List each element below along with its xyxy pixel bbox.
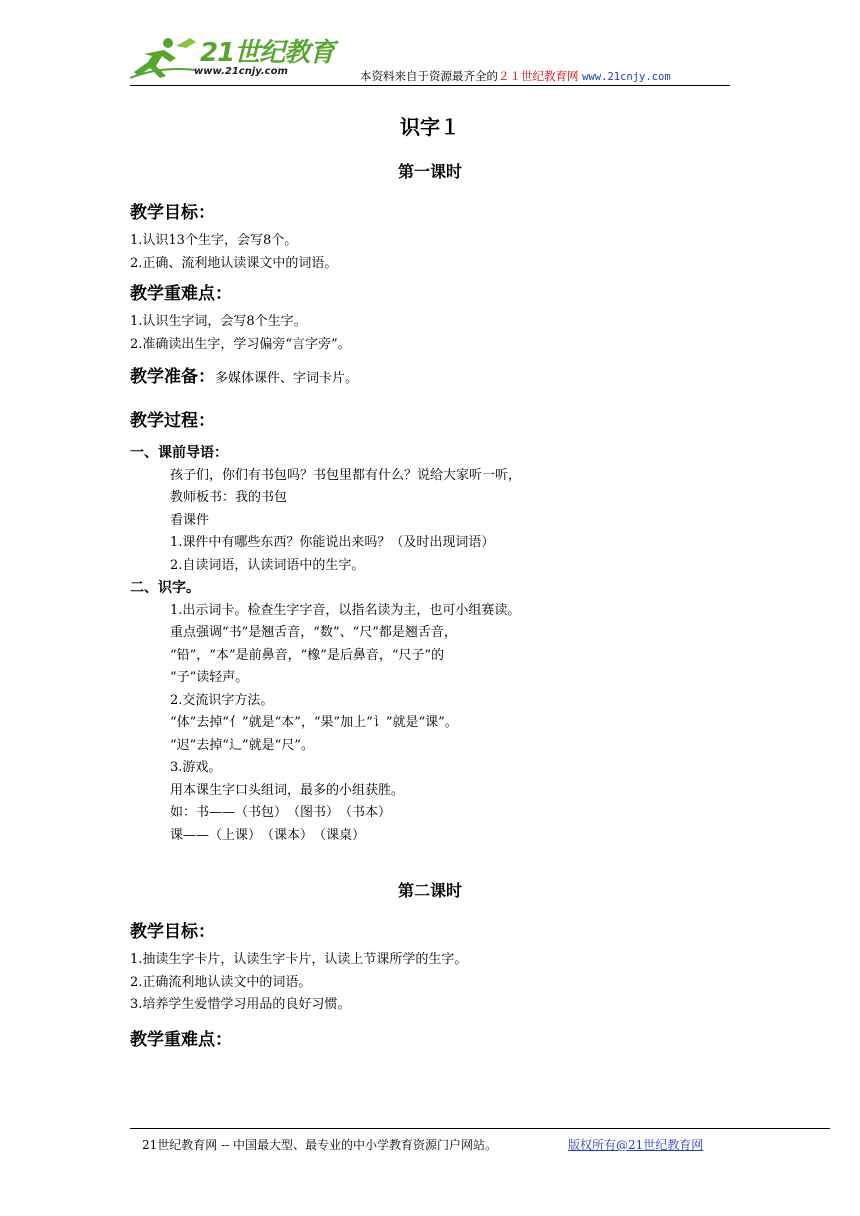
part1-line: 教师板书：我的书包 <box>170 490 288 505</box>
part2-line: “体”去掉“亻”就是“本”，“果”加上“讠”就是“课”。 <box>170 715 458 730</box>
header-divider <box>130 85 730 86</box>
part2-line: “子”读轻声。 <box>170 670 249 685</box>
part2-line: 3.游戏。 <box>170 760 222 775</box>
document-body <box>130 112 730 1053</box>
part2-line: 重点强调“书”是翘舌音，“数”、“尺”都是翘舌音， <box>170 625 457 640</box>
footer-description: 21世纪教育网 -- 中国最大型、最专业的中小学教育资源门户网站。 <box>142 1138 498 1152</box>
site-logo <box>130 36 340 80</box>
document-title: 识字１ <box>400 115 460 139</box>
prep-text: 多媒体课件、字词卡片。 <box>215 371 359 386</box>
lesson2-key-heading: 教学重难点： <box>130 1029 232 1050</box>
footer-divider <box>130 1128 830 1129</box>
source-brand-link[interactable]: ２１世纪教育网 <box>498 69 579 83</box>
lesson1-key-point: 1.认识生字词，会写8个生字。 <box>130 314 307 329</box>
logo-title: 21世纪教育 <box>200 38 335 68</box>
part2-line: 1.出示词卡。检查生字字音，以指名读为主，也可小组赛读。 <box>170 602 521 618</box>
lesson1-key-heading: 教学重难点： <box>130 284 232 304</box>
header-source-text <box>360 68 671 84</box>
page-footer <box>130 1128 830 1152</box>
part2-line: 用本课生字口头组词，最多的小组获胜。 <box>170 782 405 798</box>
lesson2-goal: 1.抽读生字卡片，认读生字卡片，认读上节课所学的生字。 <box>130 952 468 967</box>
lesson2-goal: 3.培养学生爱惜学习用品的良好习惯。 <box>130 997 351 1012</box>
part1-line: 2.自读词语，认读词语中的生字。 <box>170 557 365 573</box>
part1-line: 1.课件中有哪些东西？你能说出来吗？（及时出现词语） <box>170 535 495 550</box>
prep-heading: 教学准备： <box>130 367 215 387</box>
lesson1-goal: 1.认识13个生字，会写8个。 <box>130 233 298 248</box>
source-prefix: 本资料来自于资源最齐全的 <box>360 69 498 83</box>
runner-icon <box>130 36 200 80</box>
part2-line: “迟”去掉“辶”就是“尺”。 <box>170 737 314 753</box>
lesson1-goal: 2.正确、流利地认读课文中的词语。 <box>130 255 338 271</box>
lesson1-key-point: 2.准确读出生字，学习偏旁“言字旁”。 <box>130 336 351 352</box>
page-header <box>130 30 730 86</box>
part2-line: “铅”，“本”是前鼻音，“橡”是后鼻音，“尺子”的 <box>170 647 445 663</box>
part1-line: 看课件 <box>170 512 210 528</box>
lesson2-heading: 第二课时 <box>397 881 462 900</box>
part2-line: 课——（上课） （课本） （课桌） <box>170 827 366 843</box>
part1-line: 孩子们，你们有书包吗？书包里都有什么？说给大家听一听， <box>170 467 522 483</box>
source-url-link[interactable]: www.21cnjy.com <box>582 71 671 83</box>
lesson2-goals-heading: 教学目标： <box>130 922 215 942</box>
part2-heading: 二、识字。 <box>130 580 200 596</box>
lesson2-goal: 2.正确流利地认读文中的词语。 <box>130 974 312 990</box>
lesson1-process-heading: 教学过程： <box>130 411 215 431</box>
lesson1-goals-heading: 教学目标： <box>130 203 215 223</box>
lesson1-prep <box>130 364 730 390</box>
part2-line: 2.交流识字方法。 <box>170 692 274 708</box>
part1-heading: 一、课前导语： <box>130 445 228 461</box>
lesson1-heading: 第一课时 <box>397 162 462 181</box>
copyright-link[interactable]: 版权所有@21世纪教育网 <box>568 1138 704 1152</box>
part2-line: 如：书——（书包） （图书） （书本） <box>170 805 392 820</box>
logo-url: www.21cnjy.com <box>194 66 288 77</box>
